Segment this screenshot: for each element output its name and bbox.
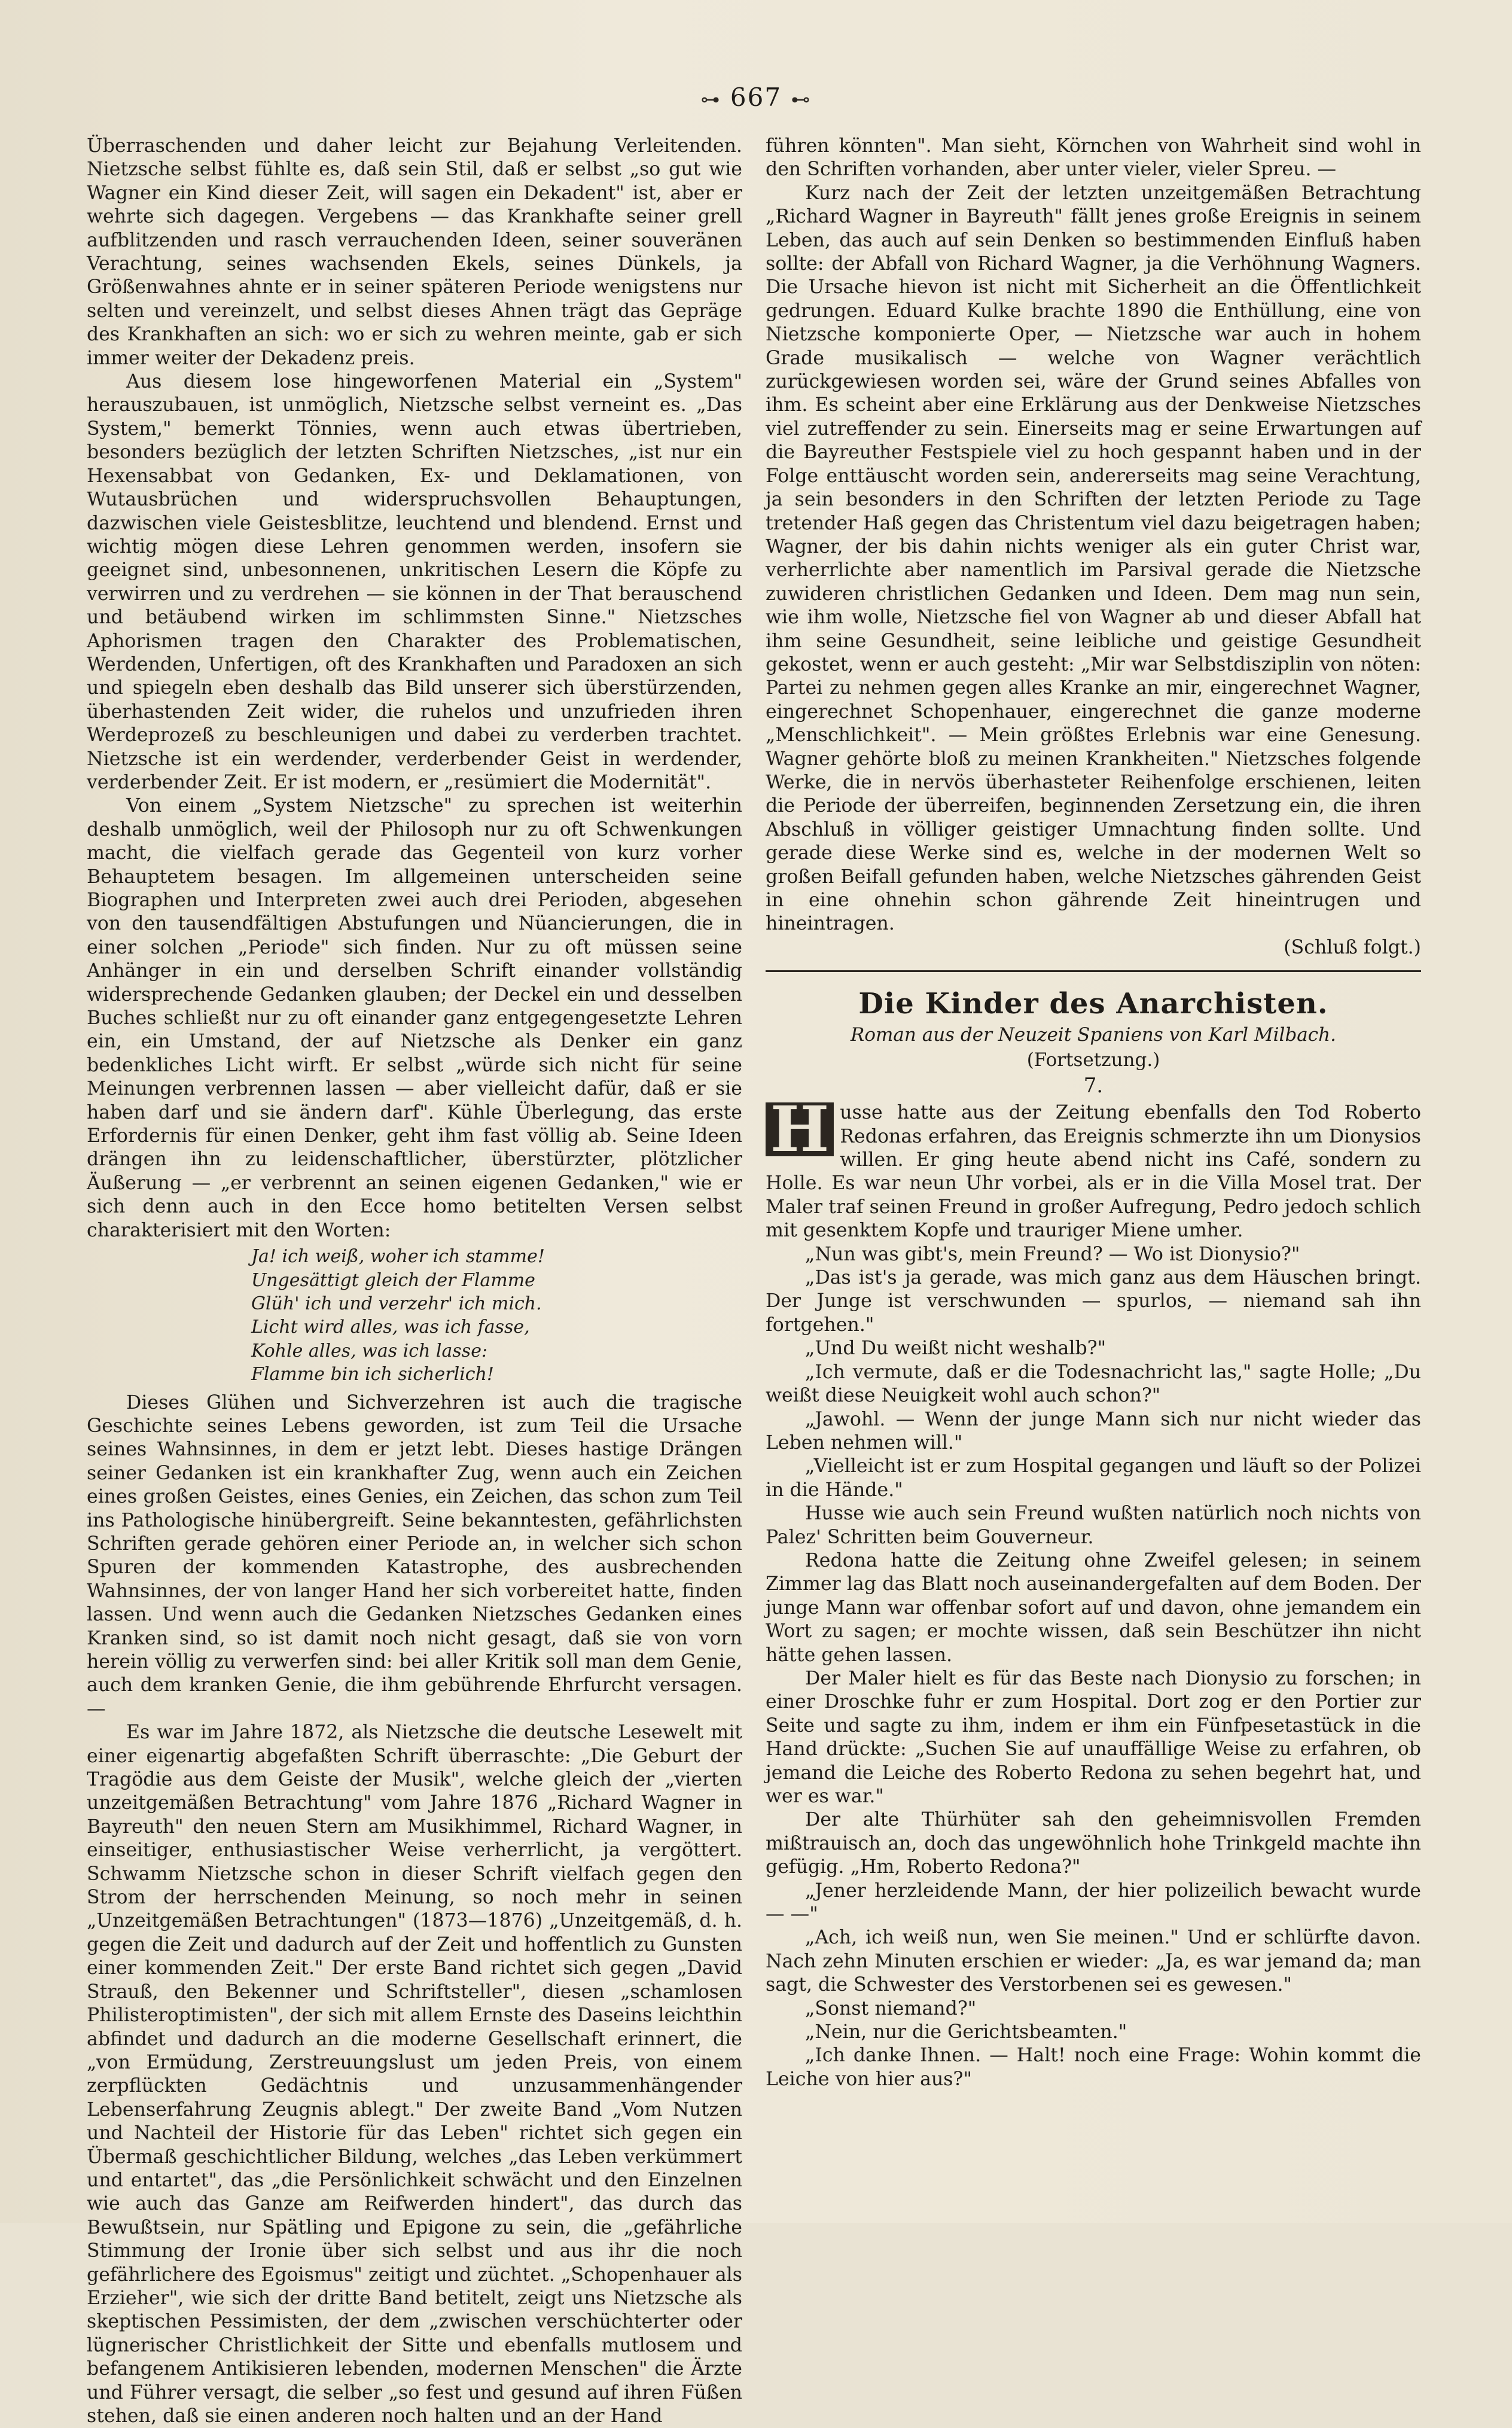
paragraph: Der Maler hielt es für das Beste nach Dionysio zu forschen; in einer Droschke fuhr er zum Hospital. Dort zog er den Portier zur Seite und sagte zu ihm, indem er ihm ein Fünfpesetastück in die Hand drückte: „Suchen Sie auf unauffällige Weise zu erfahren, ob jemand die Leiche des Roberto Redona zu sehen begehrt hat, und wer es war.": [766, 1667, 1421, 1807]
page-number: 667: [730, 83, 782, 112]
paragraph: „Jener herzleidende Mann, der hier polizeilich bewacht wurde — —": [766, 1879, 1421, 1926]
paragraph: „Vielleicht ist er zum Hospital gegangen und läuft so der Polizei in die Hände.": [766, 1455, 1421, 1501]
to-be-continued-note: (Schluß folgt.): [1284, 936, 1421, 958]
paragraph: „Und Du weißt nicht weshalb?": [805, 1338, 1106, 1360]
poem-line: Kohle alles, was ich lasse:: [251, 1340, 488, 1361]
paragraph: Der alte Thürhüter sah den geheimnisvollen Fremden mißtrauisch an, doch das ungewöhnlich hohe Trinkgeld machte ihn gefügig. „Hm, Roberto Redona?": [766, 1809, 1421, 1878]
poem-line: Flamme bin ich sicherlich!: [251, 1364, 494, 1385]
left-column: [87, 135, 742, 2428]
paragraph: „Nun was gibt's, mein Freund? — Wo ist Dionysio?": [805, 1243, 1300, 1265]
paragraph: Aus diesem lose hingeworfenen Material ein „System" herauszubauen, ist unmöglich, Nietzsche selbst verneint es. „Das System," bemerkt Tönnies, wenn auch etwas übertrieben, besonders bezüglich der letzten Schriften Nietzsches, „ist nur ein Hexensabbat von Gedanken, Ex- und Deklamationen, von Wutausbrüchen und widerspruchsvollen Behauptungen, dazwischen viele Geistesblitze, leuchtend und blendend. Ernst und wichtig mögen diese Lehren genommen werden, insofern sie geeignet sind, unbesonnenen, unkritischen Lesern die Köpfe zu verwirren und zu verdrehen — sie können in der That berauschend und betäubend wirken im schlimmsten Sinne." Nietzsches Aphorismen tragen den Charakter des Problematischen, Werdenden, Unfertigen, oft des Krankhaften und Paradoxen an sich und spiegeln eben deshalb das Bild unserer sich überstürzenden, überhastenden Zeit wider, die ruhelos und unzufrieden ihren Werdeprozeß zu beschleunigen und dabei zu verderben trachtet. Nietzsche ist ein werdender, verderbender Geist in werdender, verderbender Zeit. Er ist modern, er „resümiert die Modernität".: [87, 371, 742, 793]
paragraph: „Nein, nur die Gerichtsbeamten.": [805, 2021, 1127, 2043]
paragraph: „Sonst niemand?": [805, 1997, 977, 2019]
page-header: [0, 83, 1512, 112]
paragraph: Husse wie auch sein Freund wußten natürlich noch nichts von Palez' Schritten beim Gouverneur.: [766, 1503, 1421, 1548]
paragraph: „Das ist's ja gerade, was mich ganz aus dem Häuschen bringt. Der Junge ist verschwunden — spurlos, — niemand sah ihn fortgehen.": [766, 1267, 1421, 1336]
poem-line: Ja! ich weiß, woher ich stamme!: [251, 1246, 545, 1268]
poem-line: Glüh' ich und verzehr' ich mich.: [251, 1293, 542, 1314]
poem-line: Licht wird alles, was ich fasse,: [251, 1317, 530, 1338]
chapter-number: 7.: [1083, 1074, 1103, 1098]
dropcap: H: [766, 1102, 834, 1156]
story-first-paragraph: [766, 1092, 1421, 1242]
paragraph: „Ich vermute, daß er die Todesnachricht las," sagte Holle; „Du weißt diese Neuigkeit wohl auch schon?": [766, 1361, 1421, 1407]
ornament-left-icon: ⊶: [700, 88, 721, 111]
paragraph: „Jawohl. — Wenn der junge Mann sich nur nicht wieder das Leben nehmen will.": [766, 1408, 1421, 1454]
paragraph: Von einem „System Nietzsche" zu sprechen ist weiterhin deshalb unmöglich, weil der Philosoph nur zu oft Schwenkungen macht, die vielfach gerade das Gegenteil von kurz vorher Behauptetem besagen. Im allgemeinen unterscheiden seine Biographen und Interpreten zwei auch drei Perioden, abgesehen von den tausendfältigen Abstufungen und Nüancierungen, die in einer solchen „Periode" sich finden. Nur zu oft müssen seine Anhänger in ein und derselben Schrift einander vollständig widersprechende Gedanken glauben; der Deckel ein und desselben Buches schließt nur zu oft einander ganz entgegengesetzte Lehren ein, ein Umstand, der auf Nietzsche als Denker ein ganz bedenkliches Licht wirft. Er selbst „würde sich nicht für seine Meinungen verbrennen lassen — aber vielleicht dafür, daß er sie haben darf und sie ändern darf". Kühle Überlegung, das erste Erfordernis für einen Denker, geht ihm fast völlig ab. Seine Ideen drängen ihn zu leidenschaftlicher, überstürzter, plötzlicher Äußerung — „er verbrennt an seinen eigenen Gedanken," wie er sich denn auch in den Ecce homo betitelten Versen selbst charakterisiert mit den Worten:: [87, 795, 742, 1241]
right-column: [766, 135, 1421, 2091]
story-subtitle: Roman aus der Neuzeit Spaniens von Karl Milbach.: [850, 1024, 1336, 1046]
poem-line: Ungesättigt gleich der Flamme: [251, 1269, 535, 1291]
paragraph: Kurz nach der Zeit der letzten unzeitgemäßen Betrachtung „Richard Wagner in Bayreuth" fällt jenes große Ereignis in seinem Leben, das auch auf sein Denken so bestimmenden Einfluß haben sollte: der Abfall von Richard Wagner, ja die Verhöhnung Wagners. Die Ursache hievon ist nicht mit Sicherheit an die Öffentlichkeit gedrungen. Eduard Kulke brachte 1890 die Enthüllung, eine von Nietzsche komponierte Oper, — Nietzsche war auch in hohem Grade musikalisch — welche von Wagner verächtlich zurückgewiesen worden sei, wäre der Grund seines Abfalles von ihm. Es scheint aber eine Erklärung aus der Denkweise Nietzsches viel zutreffender zu sein. Einerseits mag er seine Erwartungen auf die Bayreuther Festspiele viel zu hoch gespannt haben und in der Folge enttäuscht worden sein, andererseits mag seine Verachtung, ja sein besonders in den Schriften der letzten Periode zu Tage tretender Haß gegen das Christentum viel dazu beigetragen haben; Wagner, der bis dahin nichts weniger als ein guter Christ war, verherrlichte aber namentlich im Parsival gerade die Nietzsche zuwideren christlichen Gedanken und Ideen. Dem mag nun sein, wie ihm wolle, Nietzsche fiel von Wagner ab und dieser Abfall hat ihm seine Gesundheit, seine leibliche und geistige Gesundheit gekostet, wenn er auch gesteht: „Mir war Selbstdisziplin von nöten: Partei zu nehmen gegen alles Kranke an mir, eingerechnet Wagner, eingerechnet Schopenhauer, eingerechnet die ganze moderne „Menschlichkeit". — Mein größtes Erlebnis war eine Genesung. Wagner gehörte bloß zu meinen Krankheiten." Nietzsches folgende Werke, die in nervös überhasteter Reihenfolge erschienen, leiten die Periode der überreifen, beginnenden Zersetzung ein, die ihren Abschluß in völliger geistiger Umnachtung finden sollte. Und gerade diese Werke sind es, welche in der modernen Welt so großen Beifall gefunden haben, welche Nietzsches gährenden Geist in eine ohnehin schon gährende Zeit hineintrugen und hineintragen.: [766, 182, 1421, 935]
paragraph: Redona hatte die Zeitung ohne Zweifel gelesen; in seinem Zimmer lag das Blatt noch auseinandergefalten auf dem Boden. Der junge Mann war offenbar sofort auf und davon, ohne jemandem ein Wort zu sagen; er mochte wissen, daß sein Beschützer ihn nicht hätte gehen lassen.: [766, 1549, 1421, 1666]
continuation-note: (Fortsetzung.): [1026, 1049, 1160, 1071]
paragraph: Überraschenden und daher leicht zur Bejahung Verleitenden. Nietzsche selbst fühlte es, daß sein Stil, daß er selbst „so gut wie Wagner ein Kind dieser Zeit, will sagen ein Dekadent" ist, aber er wehrte sich dagegen. Vergebens — das Krankhafte seiner grell aufblitzenden und rasch verrauchenden Ideen, seiner souveränen Verachtung, seines wachsenden Ekels, seines Dünkels, ja Größenwahnes ahnte er in seiner späteren Periode wenigstens nur selten und vereinzelt, und selbst dieses Ahnen trägt das Gepräge des Krankhaften an sich: wo er sich zu wehren meinte, gab er sich immer weiter der Dekadenz preis.: [87, 135, 742, 369]
poem-ecce-homo: [251, 1245, 742, 1386]
paragraph: Es war im Jahre 1872, als Nietzsche die deutsche Lesewelt mit einer eigenartig abgefaßten Schrift überraschte: „Die Geburt der Tragödie aus dem Geiste der Musik", welche gleich der „vierten unzeitgemäßen Betrachtung" vom Jahre 1876 „Richard Wagner in Bayreuth" den neuen Stern am Musikhimmel, Richard Wagner, in einseitiger, enthusiastischer Weise verherrlicht, ja vergöttert. Schwamm Nietzsche schon in dieser Schrift vielfach gegen den Strom der herrschenden Meinung, so noch mehr in seinen „Unzeitgemäßen Betrachtungen" (1873—1876) „Unzeitgemäß, d. h. gegen die Zeit und dadurch auf der Zeit und hoffentlich zu Gunsten einer kommenden Zeit." Der erste Band richtet sich gegen „David Strauß, den Bekenner und Schriftsteller", diesen „schamlosen Philisteroptimisten", der sich mit allem Ernste des Daseins leichthin abfindet und dadurch an die moderne Gesellschaft erinnert, die „von Ermüdung, Zerstreuungslust um jeden Preis, von einem zerpflückten Gedächtnis und unzusammenhängender Lebenserfahrung Zeugnis ablegt." Der zweite Band „Vom Nutzen und Nachteil der Historie für das Leben" richtet sich gegen ein Übermaß geschichtlicher Bildung, welches „das Leben verkümmert und entartet", das „die Persönlichkeit schwächt und den Einzelnen wie auch das Ganze am Reifwerden hindert", das durch das Bewußtsein, nur Spätling und Epigone zu sein, die „gefährliche Stimmung der Ironie über sich selbst und aus ihr die noch gefährlichere des Egoismus" zeitigt und züchtet. „Schopenhauer als Erzieher", wie sich der dritte Band betitelt, zeigt uns Nietzsche als skeptischen Pessimisten, der dem „zwischen verschüchterter oder lügnerischer Christlichkeit der Sitte und ebenfalls mutlosem und befangenem Antikisieren lebenden, modernen Menschen" die Ärzte und Führer versagt, die selber „so fest und gesund auf ihren Füßen stehen, daß sie einen anderen noch halten und an der Hand: [87, 1722, 742, 2427]
story-title: Die Kinder des Anarchisten.: [858, 987, 1328, 1021]
first-paragraph-text: usse hatte aus der Zeitung ebenfalls den Tod Roberto Redonas erfahren, das Ereignis schmerzte ihn um Dionysios willen. Er ging heute abend nicht ins Café, sondern zu Holle. Es war neun Uhr vorbei, als er in die Villa Mosel trat. Der Maler traf seinen Freund in großer Aufregung, Pedro jedoch schlich mit gesenktem Kopfe und trauriger Miene umher.: [766, 1102, 1421, 1242]
paragraph: Dieses Glühen und Sichverzehren ist auch die tragische Geschichte seines Lebens geworden, ist zum Teil die Ursache seines Wahnsinnes, in dem er jetzt lebt. Dieses hastige Drängen seiner Gedanken ist ein krankhafter Zug, wenn auch ein Zeichen eines großen Geistes, eines Genies, ein Zeichen, das schon zum Teil ins Pathologische hinübergreift. Seine bekanntesten, gefährlichsten Schriften gerade gehören einer Periode an, in welcher sich schon Spuren der kommenden Katastrophe, des ausbrechenden Wahnsinnes, der von langer Hand her sich vorbereitet hatte, finden lassen. Und wenn auch die Gedanken Nietzsches Gedanken eines Kranken sind, so ist damit noch nicht gesagt, daß sie von vorn herein völlig zu verwerfen sind: bei aller Kritik soll man dem Genie, auch dem kranken Genie, die ihm gebührende Ehrfurcht versagen. —: [87, 1391, 742, 1720]
ornament-right-icon: ⊷: [791, 88, 812, 111]
section-divider: [766, 970, 1421, 972]
paragraph: führen könnten". Man sieht, Körnchen von Wahrheit sind wohl in den Schriften vorhanden, aber unter vieler, vieler Spreu. —: [766, 135, 1421, 181]
paragraph: „Ach, ich weiß nun, wen Sie meinen." Und er schlürfte davon. Nach zehn Minuten erschien er wieder: „Ja, es war jemand da; man sagt, die Schwester des Verstorbenen sei es gewesen.": [766, 1927, 1421, 1996]
paragraph: „Ich danke Ihnen. — Halt! noch eine Frage: Wohin kommt die Leiche von hier aus?": [766, 2045, 1421, 2090]
